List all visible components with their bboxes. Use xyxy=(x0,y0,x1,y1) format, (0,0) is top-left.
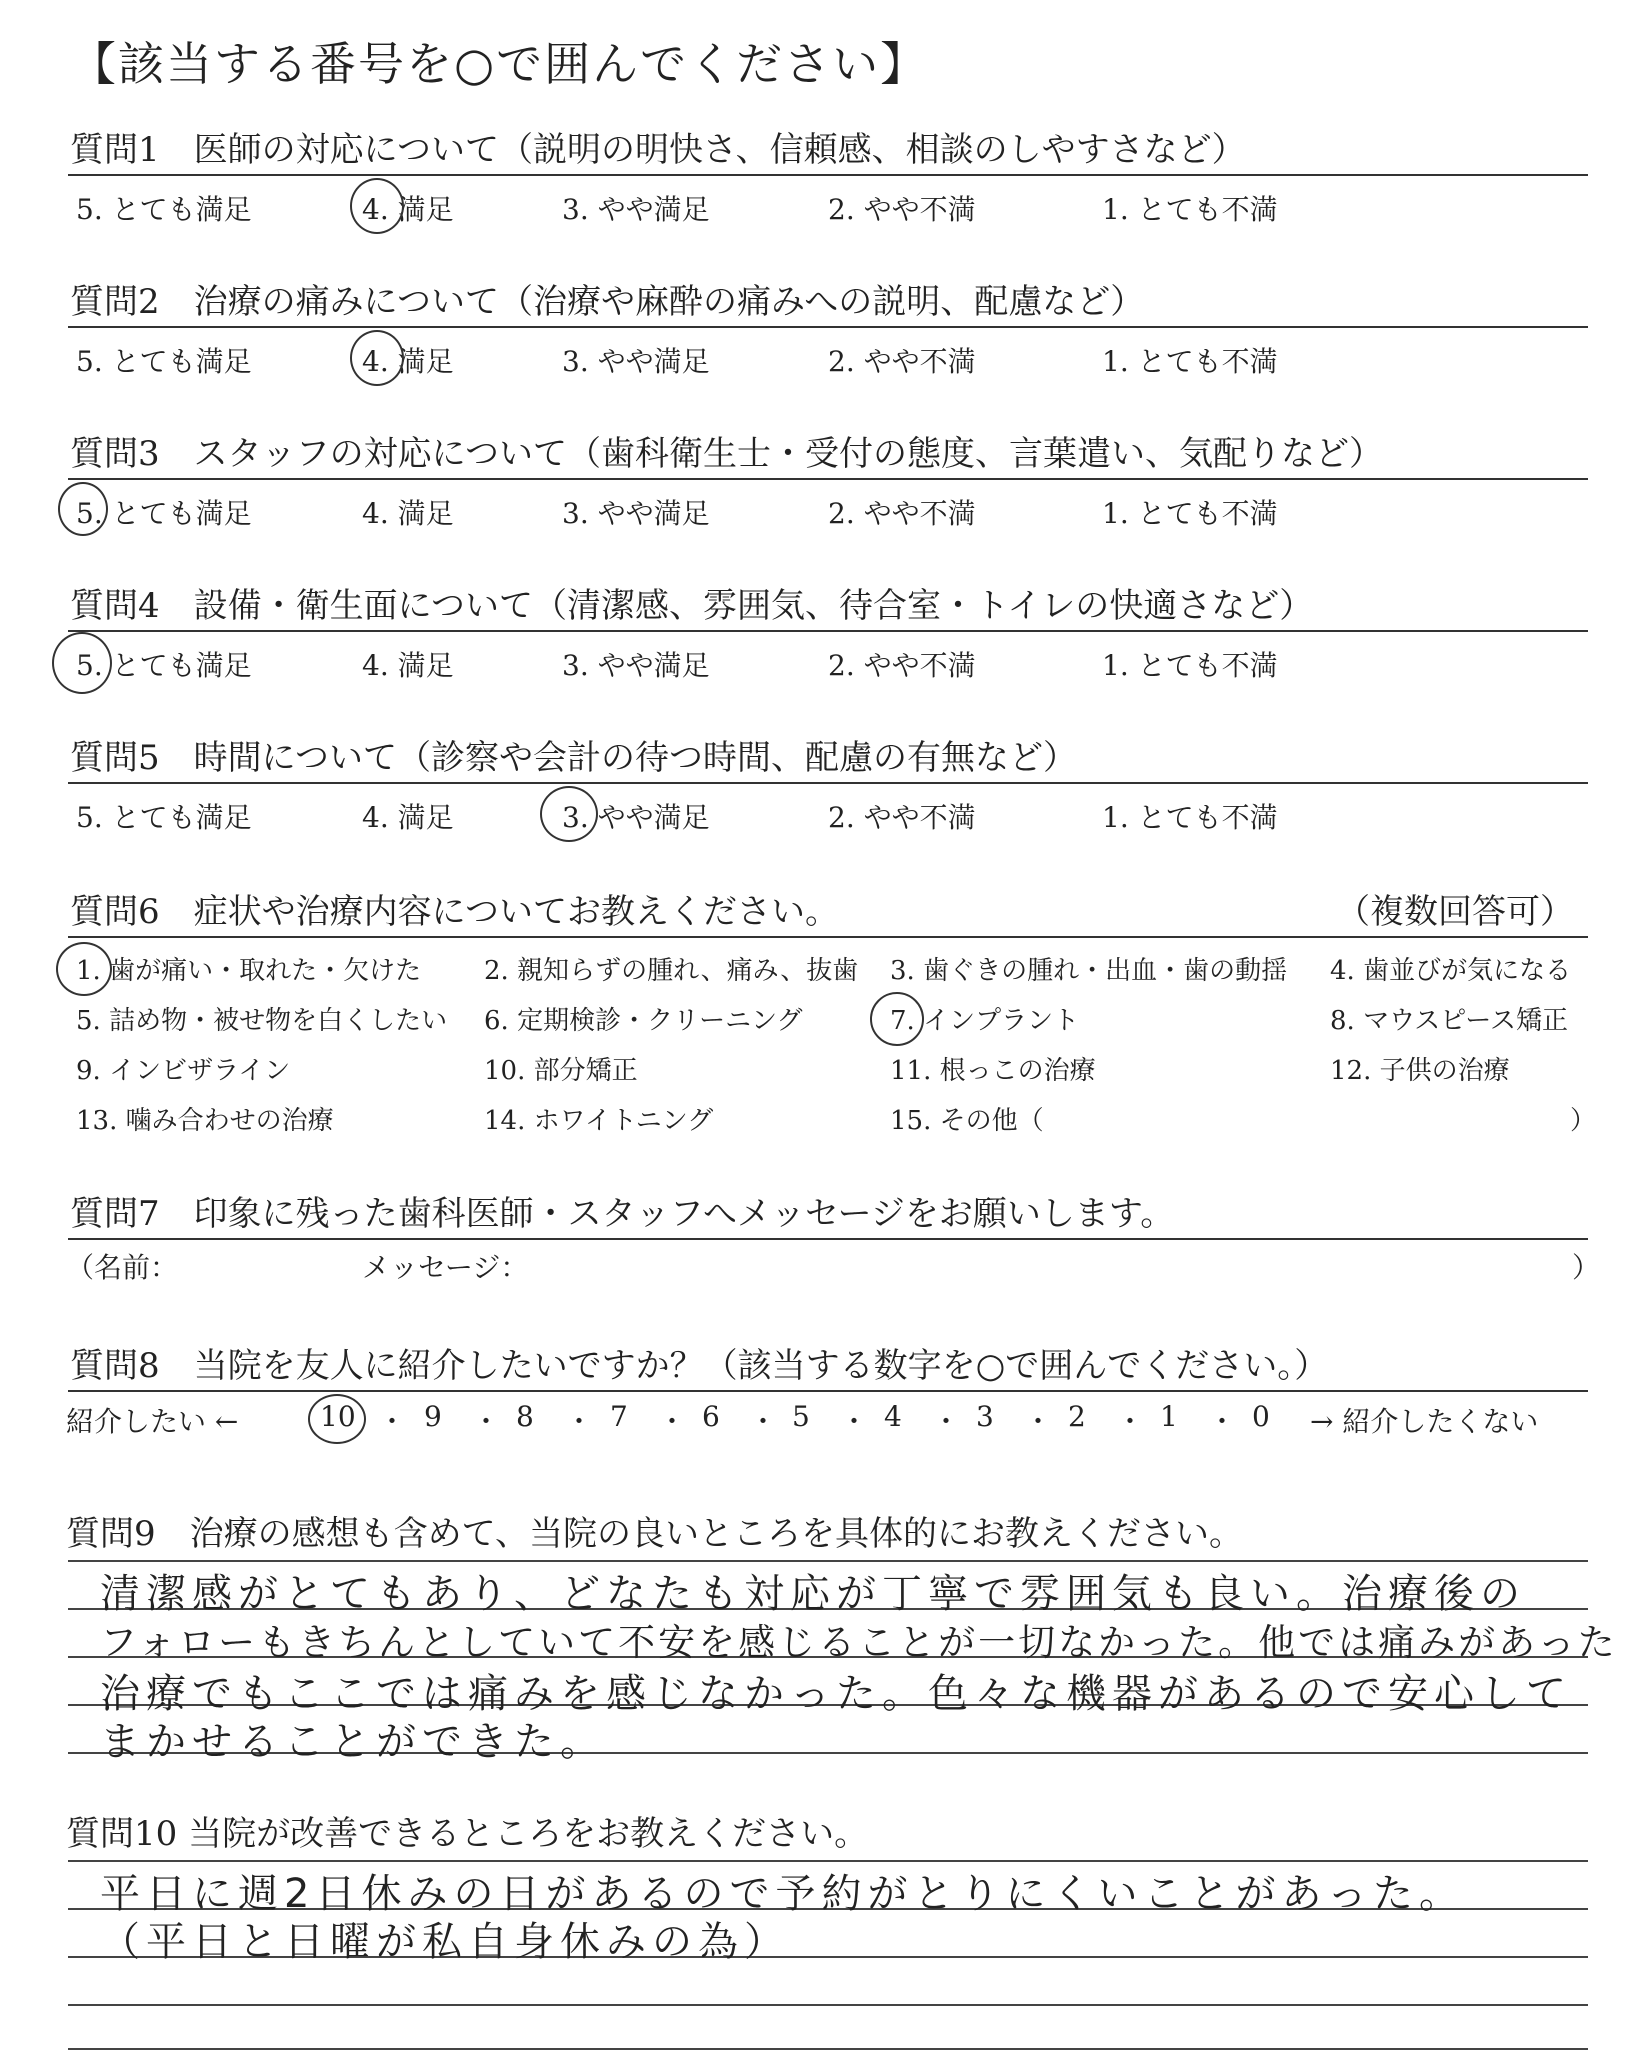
q1-option-1[interactable]: 1. とても不満 xyxy=(1102,193,1278,226)
form-header: 【該当する番号を○で囲んでください】 xyxy=(70,37,929,91)
q9-title: 質問9 治療の感想も含めて、当院の良いところを具体的にお教えください。 xyxy=(66,1514,1243,1554)
q2-option-4[interactable]: 4. 満足 xyxy=(362,345,454,378)
q8-title: 質問8 当院を友人に紹介したいですか？（該当する数字を○で囲んでください。） xyxy=(70,1346,1329,1386)
q4-option-3[interactable]: 3. やや満足 xyxy=(562,649,710,682)
q8-scale-9[interactable]: 9 xyxy=(424,1400,442,1433)
q6-option-13[interactable]: 13. 噛み合わせの治療 xyxy=(76,1106,334,1136)
q2-option-5[interactable]: 5. とても満足 xyxy=(76,345,252,378)
q2-selection-circle xyxy=(350,330,404,386)
q9-answer-line-4: まかせることができた。 xyxy=(100,1719,606,1765)
q1-underline xyxy=(68,174,1588,176)
q1-option-2[interactable]: 2. やや不満 xyxy=(828,193,976,226)
q6-option-3[interactable]: 3. 歯ぐきの腫れ・出血・歯の動揺 xyxy=(890,956,1288,986)
q8-scale-separator: ・ xyxy=(565,1405,594,1438)
q3-option-2[interactable]: 2. やや不満 xyxy=(828,497,976,530)
q1-selection-circle xyxy=(350,178,404,234)
q10-answer-line-1: 平日に週2日休みの日があるので予約がとりにくいことがあった。 xyxy=(100,1871,1466,1917)
q6-option-9[interactable]: 9. インビザライン xyxy=(76,1056,291,1086)
q3-selection-circle xyxy=(58,482,108,536)
q3-option-1[interactable]: 1. とても不満 xyxy=(1102,497,1278,530)
q8-scale-10[interactable]: 10 xyxy=(320,1400,356,1433)
q6-option-11[interactable]: 11. 根っこの治療 xyxy=(890,1056,1096,1086)
q6-option-10[interactable]: 10. 部分矯正 xyxy=(484,1056,638,1086)
q8-scale-separator: ・ xyxy=(658,1405,687,1438)
q5-title: 質問5 時間について（診察や会計の待つ時間、配慮の有無など） xyxy=(70,738,1077,778)
q8-scale-1[interactable]: 1 xyxy=(1160,1400,1178,1433)
q6-option-6[interactable]: 6. 定期検診・クリーニング xyxy=(484,1006,803,1036)
q8-scale-separator: ・ xyxy=(932,1405,961,1438)
q7-title: 質問7 印象に残った歯科医師・スタッフへメッセージをお願いします。 xyxy=(70,1194,1175,1234)
q6-multiple-note: （複数回答可） xyxy=(1336,892,1574,932)
q2-underline xyxy=(68,326,1588,328)
q4-selection-circle xyxy=(52,632,112,694)
q6-option-4[interactable]: 4. 歯並びが気になる xyxy=(1330,956,1572,986)
q8-scale-separator: ・ xyxy=(472,1405,501,1438)
q7-close-paren: ） xyxy=(1572,1251,1601,1284)
q5-option-5[interactable]: 5. とても満足 xyxy=(76,801,252,834)
q9-answer-line-2: フォローもきちんとしていて不安を感じることが一切なかった。他では痛みがあった xyxy=(100,1621,1618,1664)
q6-selection-circle-7 xyxy=(870,992,924,1046)
q6-option-8[interactable]: 8. マウスピース矯正 xyxy=(1330,1006,1568,1036)
q5-underline xyxy=(68,782,1588,784)
q5-selection-circle xyxy=(540,786,598,842)
q6-option-12[interactable]: 12. 子供の治療 xyxy=(1330,1056,1510,1086)
q7-name-label: （名前： xyxy=(66,1251,179,1284)
q4-option-2[interactable]: 2. やや不満 xyxy=(828,649,976,682)
q8-left-label: 紹介したい ← xyxy=(66,1405,239,1438)
q6-option-1[interactable]: 1. 歯が痛い・取れた・欠けた xyxy=(76,956,422,986)
q9-answer-line-1: 清潔感がとてもあり、どなたも対応が丁寧で雰囲気も良い。治療後の xyxy=(100,1571,1526,1617)
q5-option-4[interactable]: 4. 満足 xyxy=(362,801,454,834)
q6-option-15[interactable]: 15. その他（ xyxy=(890,1106,1044,1136)
q8-scale-7[interactable]: 7 xyxy=(610,1400,628,1433)
q2-option-1[interactable]: 1. とても不満 xyxy=(1102,345,1278,378)
q8-scale-separator: ・ xyxy=(378,1405,407,1438)
q9-answer-line-3: 治療でもここでは痛みを感じなかった。色々な機器があるので安心して xyxy=(100,1671,1572,1717)
q8-underline xyxy=(68,1390,1588,1392)
q1-option-5[interactable]: 5. とても満足 xyxy=(76,193,252,226)
q8-scale-5[interactable]: 5 xyxy=(792,1400,810,1433)
q6-selection-circle-1 xyxy=(56,942,112,996)
q3-title: 質問3 スタッフの対応について（歯科衛生士・受付の態度、言葉遣い、気配りなど） xyxy=(70,434,1383,474)
q10-rule-4 xyxy=(68,2004,1588,2006)
q6-option-14[interactable]: 14. ホワイトニング xyxy=(484,1106,714,1136)
q8-scale-separator: ・ xyxy=(749,1405,778,1438)
q8-scale-0[interactable]: 0 xyxy=(1252,1400,1270,1433)
q8-scale-2[interactable]: 2 xyxy=(1068,1400,1086,1433)
q6-option-5[interactable]: 5. 詰め物・被せ物を白くしたい xyxy=(76,1006,448,1036)
q5-option-2[interactable]: 2. やや不満 xyxy=(828,801,976,834)
q8-scale-8[interactable]: 8 xyxy=(516,1400,534,1433)
q8-selection-circle xyxy=(308,1394,366,1444)
q2-option-2[interactable]: 2. やや不満 xyxy=(828,345,976,378)
q8-right-label: → 紹介したくない xyxy=(1310,1405,1539,1438)
q6-underline xyxy=(68,936,1588,938)
q6-title: 質問6 症状や治療内容についてお教えください。 xyxy=(70,892,839,932)
q10-rule-5 xyxy=(68,2048,1588,2050)
q4-title: 質問4 設備・衛生面について（清潔感、雰囲気、待合室・トイレの快適さなど） xyxy=(70,586,1314,626)
q6-option-7[interactable]: 7. インプラント xyxy=(890,1006,1080,1036)
q4-option-1[interactable]: 1. とても不満 xyxy=(1102,649,1278,682)
q3-underline xyxy=(68,478,1588,480)
q5-option-3[interactable]: 3. やや満足 xyxy=(562,801,710,834)
q1-option-3[interactable]: 3. やや満足 xyxy=(562,193,710,226)
q8-scale-separator: ・ xyxy=(1116,1405,1145,1438)
q10-title: 質問10 当院が改善できるところをお教えください。 xyxy=(66,1814,869,1854)
q1-option-4[interactable]: 4. 満足 xyxy=(362,193,454,226)
q8-scale-6[interactable]: 6 xyxy=(702,1400,720,1433)
q7-underline xyxy=(68,1238,1588,1240)
q4-underline xyxy=(68,630,1588,632)
q8-scale-separator: ・ xyxy=(840,1405,869,1438)
q1-title: 質問1 医師の対応について（説明の明快さ、信頼感、相談のしやすさなど） xyxy=(70,130,1246,170)
q2-title: 質問2 治療の痛みについて（治療や麻酔の痛みへの説明、配慮など） xyxy=(70,282,1145,322)
q2-option-3[interactable]: 3. やや満足 xyxy=(562,345,710,378)
q5-option-1[interactable]: 1. とても不満 xyxy=(1102,801,1278,834)
q8-scale-separator: ・ xyxy=(1024,1405,1053,1438)
q4-option-5[interactable]: 5. とても満足 xyxy=(76,649,252,682)
q6-option-15-close: ） xyxy=(1570,1106,1597,1136)
q6-option-2[interactable]: 2. 親知らずの腫れ、痛み、抜歯 xyxy=(484,956,859,986)
q7-message-label: メッセージ： xyxy=(362,1251,529,1284)
q4-option-4[interactable]: 4. 満足 xyxy=(362,649,454,682)
q10-answer-line-2: （平日と日曜が私自身休みの為） xyxy=(100,1919,790,1965)
q8-scale-4[interactable]: 4 xyxy=(884,1400,902,1433)
q8-scale-separator: ・ xyxy=(1208,1405,1237,1438)
q3-option-4[interactable]: 4. 満足 xyxy=(362,497,454,530)
q3-option-5[interactable]: 5. とても満足 xyxy=(76,497,252,530)
q3-option-3[interactable]: 3. やや満足 xyxy=(562,497,710,530)
q8-scale-3[interactable]: 3 xyxy=(976,1400,994,1433)
